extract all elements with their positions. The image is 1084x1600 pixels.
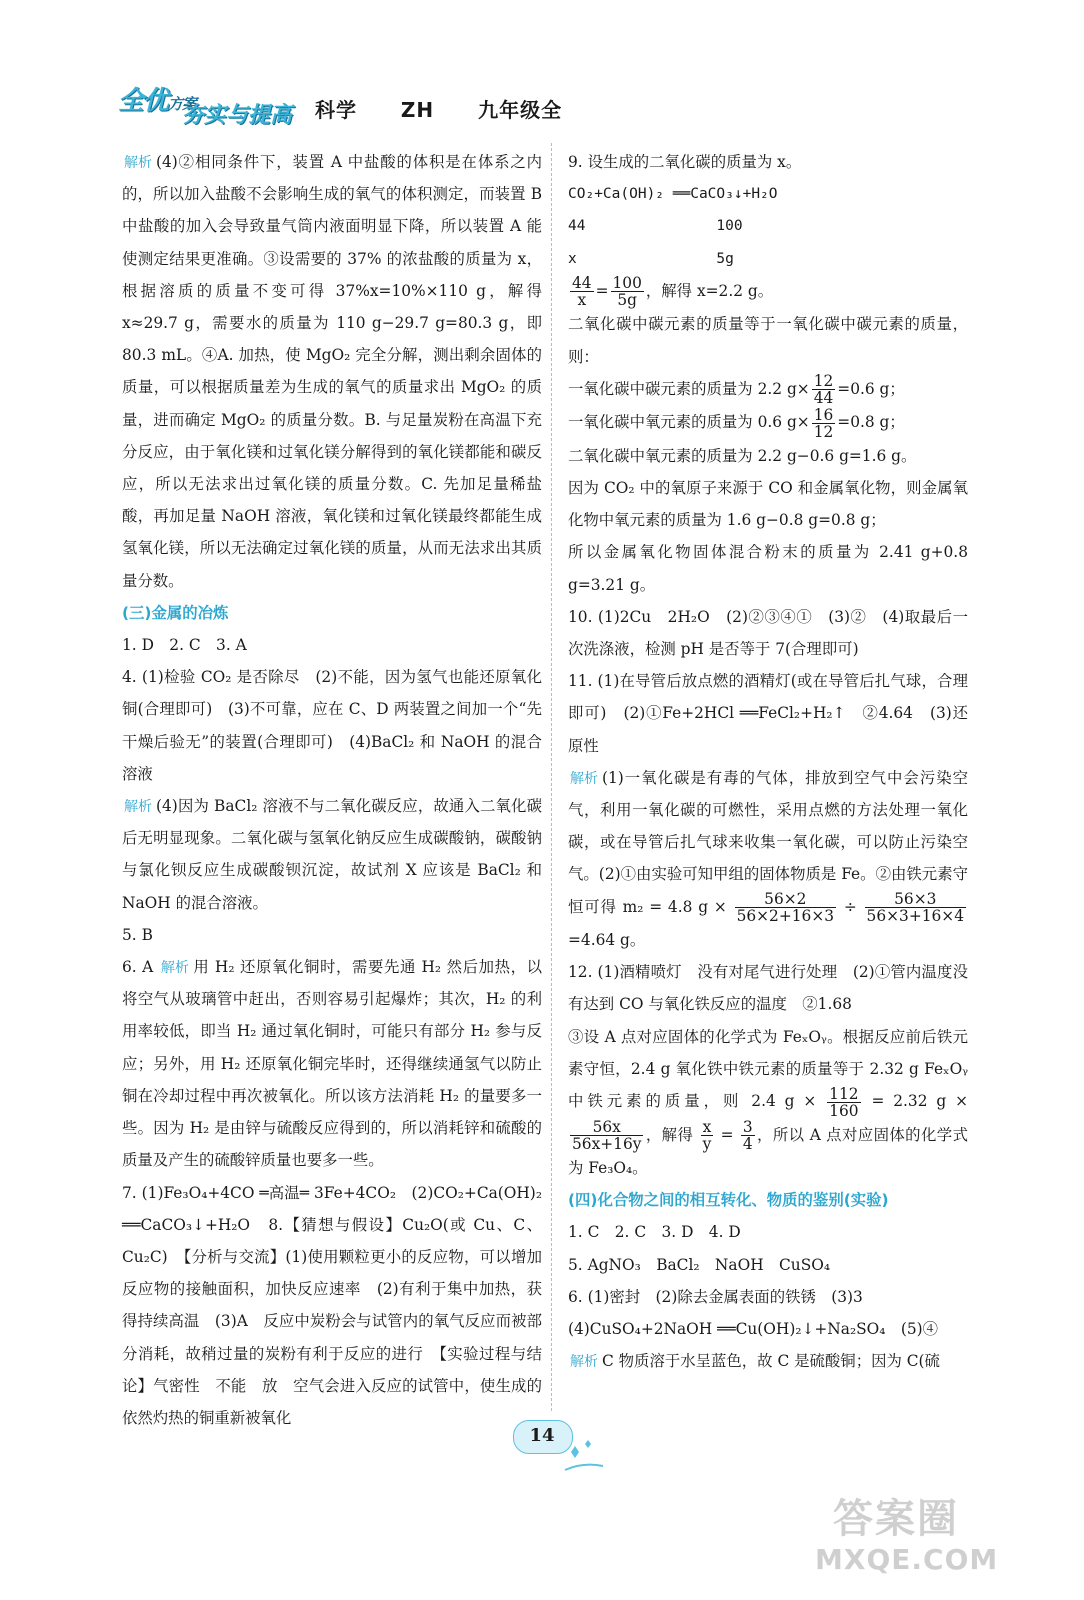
book-subject-title: 科学 ZH 九年级全 [315, 98, 563, 122]
right-column [568, 146, 968, 1378]
answer-line: 1. D 2. C 3. A [122, 636, 247, 655]
answer-paragraph: 11. (1)在导管后放点燃的酒精灯(或在导管后扎气球，合理即可) (2)①Fe+2HCl ══FeCl₂+H₂↑ ②4.64 (3)还原性 [568, 672, 968, 755]
answer-paragraph: 因为 CO₂ 中的氧原子来源于 CO 和金属氧化物，则金属氧化物中氧元素的质量为 1.6 g−0.8 g=0.8 g； [568, 478, 968, 530]
analysis-tag: 解析 [124, 799, 152, 816]
calc-row: x 5g [568, 250, 734, 267]
column-divider [551, 143, 552, 1411]
answer-line: 5. B [122, 925, 153, 944]
fraction-line: $\frac{44}{x}$ = $\frac{100}{5g}$ ，解得 x=2.2 g。 [572, 274, 774, 310]
section-heading: (三)金属的冶炼 [122, 603, 229, 622]
answer-line: 1. C 2. C 3. D 4. D [568, 1223, 741, 1242]
answer-line: 9. 设生成的二氧化碳的质量为 x。 [568, 153, 802, 171]
answer-line: 6. (1)密封 (2)除去金属表面的铁锈 (3)3 [568, 1287, 863, 1306]
answer-paragraph: 二氧化碳中碳元素的质量等于一氧化碳中碳元素的质量，则： [568, 315, 968, 366]
fraction-line: 一氧化碳中碳元素的质量为 2.2 g× $\frac{12}{44}$ =0.6 g； [568, 372, 905, 408]
answer-paragraph: 10. (1)2Cu 2H₂O (2)②③④① (3)② (4)取最后一次洗涤液，检测 pH 是否等于 7(合理即可) [568, 607, 968, 658]
left-column [122, 146, 542, 1434]
analysis-paragraph: 解析 (1)一氧化碳是有毒的气体，排放到空气中会污染空气，利用一氧化碳的可燃性，采用点燃的方法处理一氧化碳，或在导管后扎气球来收集一氧化碳，可以防止污染空气。(2)①由实验可知甲组的固体物质是 Fe。②由铁元素守恒可得 m₂ = 4.8 g × $\frac{56\times 2}{56\times 2+16\times 3}$ ÷ $\frac{56\times 3}{56\times 3+16\times 4}$ =4.64 g。 [568, 768, 968, 950]
answer-line: 二氧化碳中氧元素的质量为 2.2 g−0.6 g=1.6 g。 [568, 446, 917, 465]
page-number: 14 [513, 1420, 571, 1454]
analysis-tag: 解析 [570, 770, 598, 787]
brand-logo: 全优方案 夯实与提高 [118, 86, 293, 128]
answer-line: (4)CuSO₄+2NaOH ══Cu(OH)₂↓+Na₂SO₄ (5)④ [568, 1320, 939, 1339]
answer-paragraph: 所以金属氧化物固体混合粉末的质量为 2.41 g+0.8 g=3.21 g。 [568, 543, 968, 594]
answer-paragraph: 7. (1)Fe₃O₄+4CO ═高温═ 3Fe+4CO₂ (2)CO₂+Ca(OH)₂ ══CaCO₃↓+H₂O 8.【猜想与假设】Cu₂O(或 Cu、C、Cu₂C) 【分析与交流】(1)使用颗粒更小的反应物，可以增加反应物的接触面积，加快反应速率 (2)有利于集中加热，获得持续高温 (3)A 反应中炭粉会与试管内的氧气反应而被部分消耗，故稍过量的炭粉有利于反应的进行 【实验过程与结论】气密性 不能 放 空气会进入反应的试管中，使生成的依然灼热的铜重新被氧化 [122, 1183, 542, 1427]
answer-paragraph: 4. (1)检验 CO₂ 是否除尽 (2)不能，因为氢气也能还原氧化铜(合理即可) (3)不可靠，应在 C、D 两装置之间加一个“先干燥后验无”的装置(合理即可) (4)BaCl₂ 和 NaOH 的混合溶液 [122, 668, 542, 783]
answer-paragraph: 12. (1)酒精喷灯 没有对尾气进行处理 (2)①管内温度没有达到 CO 与氧化铁反应的温度 ②1.68 [568, 963, 968, 1014]
page-header [118, 76, 1068, 128]
analysis-tag: 解析 [570, 1354, 598, 1371]
calc-row: 44 100 [568, 218, 743, 235]
answer-paragraph: ③设 A 点对应固体的化学式为 FeₓOᵧ。根据反应前后铁元素守恒，2.4 g 氧化铁中铁元素的质量等于 2.32 g FeₓOᵧ 中铁元素的质量，则 2.4 g × $\frac{112}{160}$ = 2.32 g × $\frac{56x}{56x+16y}$ ，解得 $\frac{x}{y}$ = $\frac{3}{4}$ ，所以 A 点对应固体的化学式为 Fe₃O₄。 [568, 1027, 968, 1178]
analysis-paragraph: 解析 (4)②相同条件下，装置 A 中盐酸的体积是在体系之内的，所以加入盐酸不会影响生成的氧气的体积测定，而装置 B 中盐酸的加入会导致量气筒内液面明显下降，所以装置 A 能使测定结果更准确。③设需要的 37% 的浓盐酸的质量为 x，根据溶质的质量不变可得 37%x=10%×110 g，解得 x≈29.7 g，需要水的质量为 110 g−29.7 g=80.3 g，即 80.3 mL。④A. 加热，使 MgO₂ 完全分解，测出剩余固体的质量，可以根据质量差为生成的氧气的质量求出 MgO₂ 的质量，进而确定 MgO₂ 的质量分数。B. 与足量炭粉在高温下充分反应，由于氧化镁和过氧化镁分解得到的氧化镁都能和碳反应，所以无法求出过氧化镁的质量分数。C. 先加足量稀盐酸，再加足量 NaOH 溶液，氧化镁和过氧化镁最终都能生成氢氧化镁，所以无法确定过氧化镁的质量，从而无法求出其质量分数。 [122, 153, 542, 590]
answer-line: 5. AgNO₃ BaCl₂ NaOH CuSO₄ [568, 1255, 831, 1274]
fraction-line: 一氧化碳中氧元素的质量为 0.6 g× $\frac{16}{12}$ =0.8 g； [568, 405, 905, 441]
equation-line: CO₂+Ca(OH)₂ ══CaCO₃↓+H₂O [568, 186, 778, 203]
analysis-paragraph: 解析 (4)因为 BaCl₂ 溶液不与二氧化碳反应，故通入二氧化碳后无明显现象。二氧化碳与氢氧化钠反应生成碳酸钠，碳酸钠与氯化钡反应生成碳酸钡沉淀，故试剂 X 应该是 BaCl₂ 和 NaOH 的混合溶液。 [122, 797, 542, 912]
analysis-tag: 解析 [160, 960, 189, 977]
sparkle-icon [563, 1432, 623, 1472]
analysis-paragraph: 6. A 解析 用 H₂ 还原氧化铜时，需要先通 H₂ 然后加热，以将空气从玻璃管中赶出，否则容易引起爆炸；其次，H₂ 的利用率较低，即当 H₂ 通过氧化铜时，可能只有部分 H₂ 参与反应；另外，用 H₂ 还原氧化铜完毕时，还得继续通氢气以防止铜在冷却过程中再次被氧化。所以该方法消耗 H₂ 的量要多一些。因为 H₂ 是由锌与硫酸反应得到的，所以消耗锌和硫酸的质量及产生的硫酸锌质量也要多一些。 [122, 958, 542, 1170]
section-heading: (四)化合物之间的相互转化、物质的鉴别(实验) [568, 1191, 889, 1210]
watermark-logo: 答案圈 MXQE.COM [815, 1496, 999, 1576]
analysis-paragraph: 解析 C 物质溶于水呈蓝色，故 C 是硫酸铜；因为 C(硫 [570, 1352, 940, 1371]
analysis-tag: 解析 [124, 155, 152, 171]
